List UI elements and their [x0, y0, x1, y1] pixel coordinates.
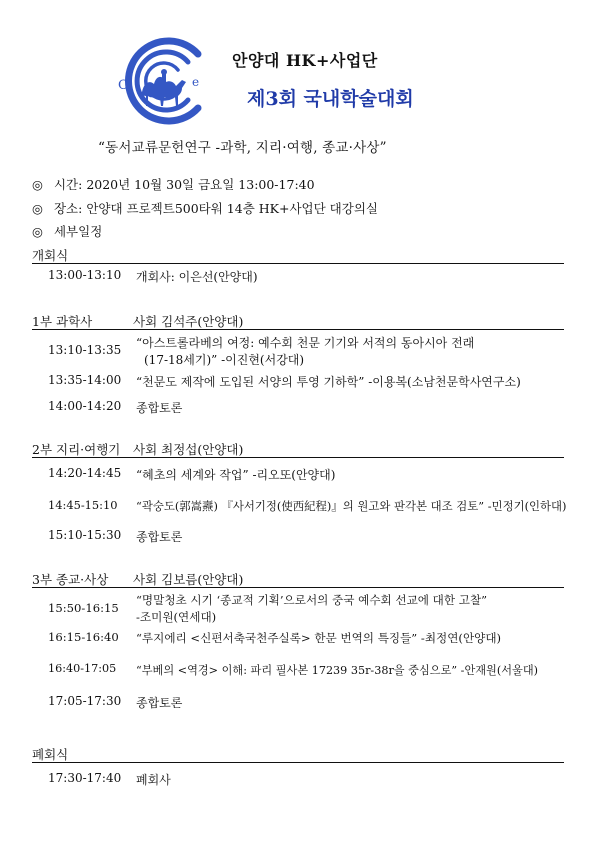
section-chair: 사회 최정섭(안양대)	[133, 442, 244, 457]
section-title	[32, 440, 564, 458]
row-description: 종합토론	[136, 530, 183, 544]
info-schedule	[32, 222, 102, 240]
row-description: “루지에리 <신편서축국천주실록> 한문 번역의 특징들” -최정연(안양대)	[136, 631, 502, 645]
row-time: 13:00-13:10	[48, 268, 122, 282]
row-time: 16:15-16:40	[48, 630, 119, 644]
section-opening	[32, 246, 564, 286]
row-time: 14:20-14:45	[48, 466, 122, 480]
conference-theme: “동서교류문헌연구 -과학, 지리·여행, 종교·사상”	[98, 140, 387, 156]
info-time	[32, 175, 315, 193]
section-divider	[32, 762, 564, 763]
row-description: 폐회사	[136, 773, 171, 787]
row-time: 15:10-15:30	[48, 528, 122, 542]
row-description: “혜초의 세계와 작업” -리오또(안양대)	[136, 468, 336, 482]
section-part1	[32, 312, 564, 422]
row-description: 개회사: 이은선(안양대)	[136, 270, 258, 284]
section-title	[32, 570, 564, 588]
svg-text:e: e	[192, 75, 200, 89]
section-title: 개회식	[32, 248, 69, 263]
row-description: “명말청초 시기 ‘종교적 기획’으로서의 중국 예수회 선교에 대한 고찰”	[136, 593, 488, 607]
row-description: 종합토론	[136, 696, 183, 710]
double-circle-icon: ◎	[32, 224, 43, 239]
section-divider	[32, 329, 564, 330]
row-description: 종합토론	[136, 401, 183, 415]
row-time: 17:30-17:40	[48, 771, 122, 785]
section-title-text: 2부 지리·여행기	[32, 442, 121, 457]
section-chair: 사회 김보름(안양대)	[133, 572, 244, 587]
info-place-text: 장소: 안양대 프로젝트500타워 14층 HK+사업단 대강의실	[53, 201, 378, 216]
organization-name: 안양대 HK+사업단	[232, 51, 378, 70]
info-place	[32, 199, 378, 217]
row-description-cont: -조미원(연세대)	[136, 610, 217, 624]
svg-text:C: C	[118, 78, 128, 93]
section-divider	[32, 457, 564, 458]
row-time: 14:45-15:10	[48, 498, 118, 512]
row-time: 15:50-16:15	[48, 601, 119, 615]
row-description: “아스트롤라베의 여정: 예수회 천문 기기와 서적의 동아시아 전래	[136, 336, 475, 350]
section-title-text: 3부 종교·사상	[32, 572, 109, 587]
row-time: 14:00-14:20	[48, 399, 122, 413]
info-schedule-text: 세부일정	[53, 224, 103, 239]
row-time: 13:10-13:35	[48, 343, 122, 357]
section-title-text: 1부 과학사	[32, 314, 93, 329]
conference-title: 제3회 국내학술대회	[247, 88, 414, 110]
row-time: 16:40-17:05	[48, 662, 117, 675]
section-closing	[32, 745, 564, 795]
double-circle-icon: ◎	[32, 177, 43, 192]
row-description: “곽숭도(郭嵩燾) 『사서기정(使西紀程)』의 원고와 판각본 대조 검토” -민정기(인하대)	[136, 499, 567, 513]
section-divider	[32, 587, 564, 588]
double-circle-icon: ◎	[32, 201, 43, 216]
row-description-cont: (17-18세기)” -이진현(서강대)	[144, 353, 305, 367]
row-description: “부베의 <역경> 이해: 파리 필사본 17239 35r-38r을 중심으로” -안재원(서울대)	[136, 664, 539, 677]
section-divider	[32, 263, 564, 264]
section-title	[32, 312, 564, 330]
section-part2	[32, 440, 567, 550]
section-title: 폐회식	[32, 747, 69, 762]
row-time: 13:35-14:00	[48, 373, 122, 387]
section-chair: 사회 김석주(안양대)	[133, 314, 244, 329]
info-time-text: 시간: 2020년 10월 30일 금요일 13:00-17:40	[53, 177, 315, 192]
section-part3	[32, 570, 564, 720]
hk-project-logo	[112, 36, 210, 126]
row-time: 17:05-17:30	[48, 694, 122, 708]
row-description: “천문도 제작에 도입된 서양의 투영 기하학” -이용복(소남천문학사연구소)	[136, 375, 521, 389]
